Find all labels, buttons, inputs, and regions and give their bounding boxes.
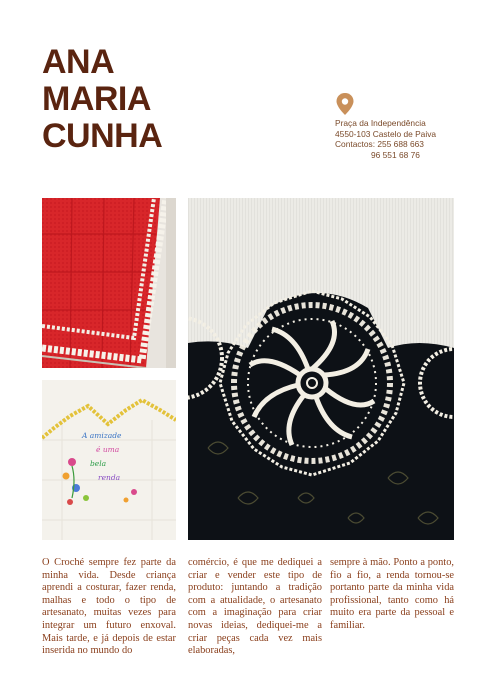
photo-embroidered-cloth xyxy=(42,380,176,540)
contact-info xyxy=(335,118,465,160)
body-text-column-1: O Croché sempre fez parte da minha vida. Desde criança aprendi a costurar, fazer renda, malhas e todo o tipo de artesanato, muitas vezes para integrar um futuro enxoval. Mais tarde, e já depois de estar inserida no mundo do xyxy=(42,557,176,657)
embroidery-line-3: bela xyxy=(90,459,107,468)
photo-crochet-doily xyxy=(188,198,454,540)
contact-phone-1: Contactos: 255 688 663 xyxy=(335,139,424,150)
title-line-first-name: ANA xyxy=(42,43,115,81)
embroidery-line-4: renda xyxy=(98,473,121,482)
body-text-column-2: comércio, é que me dediquei a criar e vender este tipo de produto: juntando a tradição com a atualidade, o artesanato com a imaginação para criar novas ideias, dediquei-me a criar peças cada vez mais elaboradas, xyxy=(188,557,322,657)
title-line-middle-name: MARIA xyxy=(42,80,151,118)
photo-red-tablecloth xyxy=(42,198,176,368)
address-postal: 4550-103 Castelo de Paiva xyxy=(335,128,437,139)
embroidery-line-1: A amizade xyxy=(82,431,122,440)
address-street: Praça da Independência xyxy=(335,118,426,128)
body-text-column-3: sempre à mão. Ponto a ponto, fio a fio, a renda tornou-se portanto parte da minha vida profissional, tanto como há muito era parte da pessoal e familiar. xyxy=(330,557,454,631)
embroidery-line-2: é uma xyxy=(96,445,120,454)
contact-phone-2: 96 551 68 76 xyxy=(371,149,420,160)
page-title xyxy=(42,44,162,155)
title-line-last-name: CUNHA xyxy=(42,117,163,155)
location-pin-icon xyxy=(335,92,355,116)
